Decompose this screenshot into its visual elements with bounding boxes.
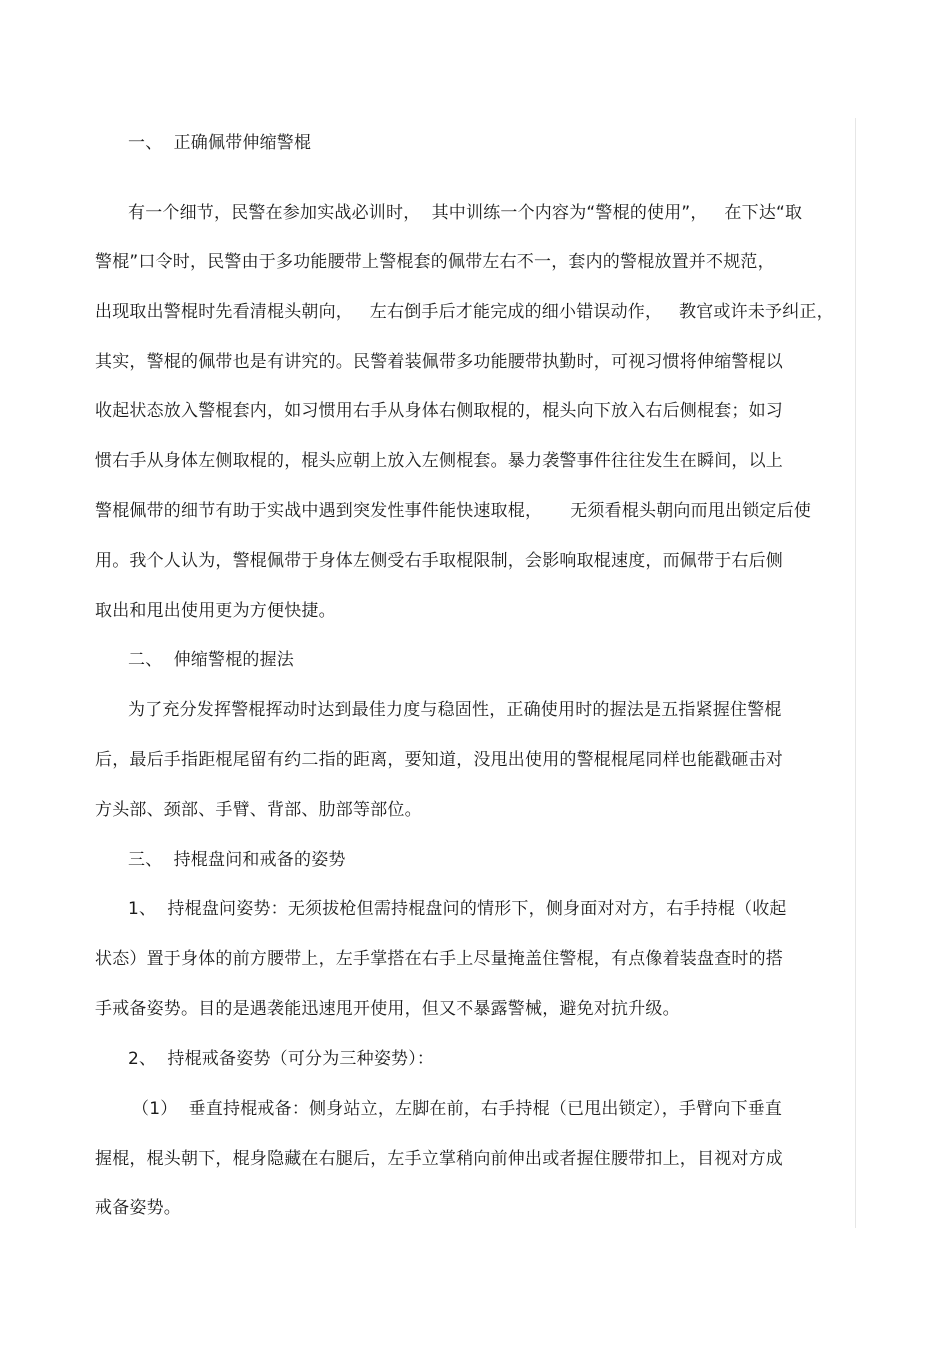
paragraph-line: 后，最后手指距棍尾留有约二指的距离，要知道，没甩出使用的警棍棍尾同样也能戳砸击对 [95, 750, 783, 770]
paragraph-line: 出现取出警棍时先看清棍头朝向， 左右倒手后才能完成的细小错误动作， 教官或许未予纠正， [95, 302, 834, 322]
paragraph-line: 其实，警棍的佩带也是有讲究的。民警着装佩带多功能腰带执勤时，可视习惯将伸缩警棍以 [95, 352, 783, 372]
paragraph-line: 警棍”口令时，民警由于多功能腰带上警棍套的佩带左右不一，套内的警棍放置并不规范， [95, 252, 775, 272]
paragraph-line: 有一个细节，民警在参加实战必训时， 其中训练一个内容为“警棍的使用”， 在下达“取 [128, 203, 803, 223]
paragraph-line: 取出和甩出使用更为方便快捷。 [95, 601, 336, 621]
paragraph-line: 警棍佩带的细节有助于实战中遇到突发性事件能快速取棍， 无须看棍头朝向而甩出锁定后使 [95, 501, 812, 521]
paragraph-line: 状态）置于身体的前方腰带上，左手掌搭在右手上尽量掩盖住警棍，有点像着装盘查时的搭 [95, 949, 783, 969]
paragraph-line: 用。我个人认为，警棍佩带于身体左侧受右手取棍限制，会影响取棍速度，而佩带于右后侧 [95, 551, 783, 571]
section-heading-3: 三、 持棍盘问和戒备的姿势 [128, 850, 346, 870]
paragraph-line: 手戒备姿势。目的是遇袭能迅速甩开使用，但又不暴露警械，避免对抗升级。 [95, 999, 680, 1019]
subsection-heading-2: 2、 持棍戒备姿势（可分为三种姿势）： [128, 1049, 435, 1069]
section-heading-2: 二、 伸缩警棍的握法 [128, 650, 295, 670]
subsection-heading-1: 1、 持棍盘问姿势：无须拔枪但需持棍盘问的情形下，侧身面对对方，右手持棍（收起 [128, 899, 787, 919]
paragraph-line: 惯右手从身体左侧取棍的，棍头应朝上放入左侧棍套。暴力袭警事件往往发生在瞬间，以上 [95, 451, 783, 471]
paragraph-line: 为了充分发挥警棍挥动时达到最佳力度与稳固性，正确使用时的握法是五指紧握住警棍 [128, 700, 782, 720]
list-item-heading: （1） 垂直持棍戒备：侧身站立，左脚在前，右手持棍（已甩出锁定），手臂向下垂直 [132, 1099, 783, 1119]
paragraph-line: 握棍，棍头朝下，棍身隐藏在右腿后，左手立掌稍向前伸出或者握住腰带扣上，目视对方成 [95, 1149, 783, 1169]
paragraph-line: 收起状态放入警棍套内，如习惯用右手从身体右侧取棍的，棍头向下放入右后侧棍套；如习 [95, 401, 783, 421]
paragraph-line: 方头部、颈部、手臂、背部、肋部等部位。 [95, 800, 422, 820]
section-heading-1: 一、 正确佩带伸缩警棍 [128, 133, 312, 153]
paragraph-line: 戒备姿势。 [95, 1198, 181, 1218]
